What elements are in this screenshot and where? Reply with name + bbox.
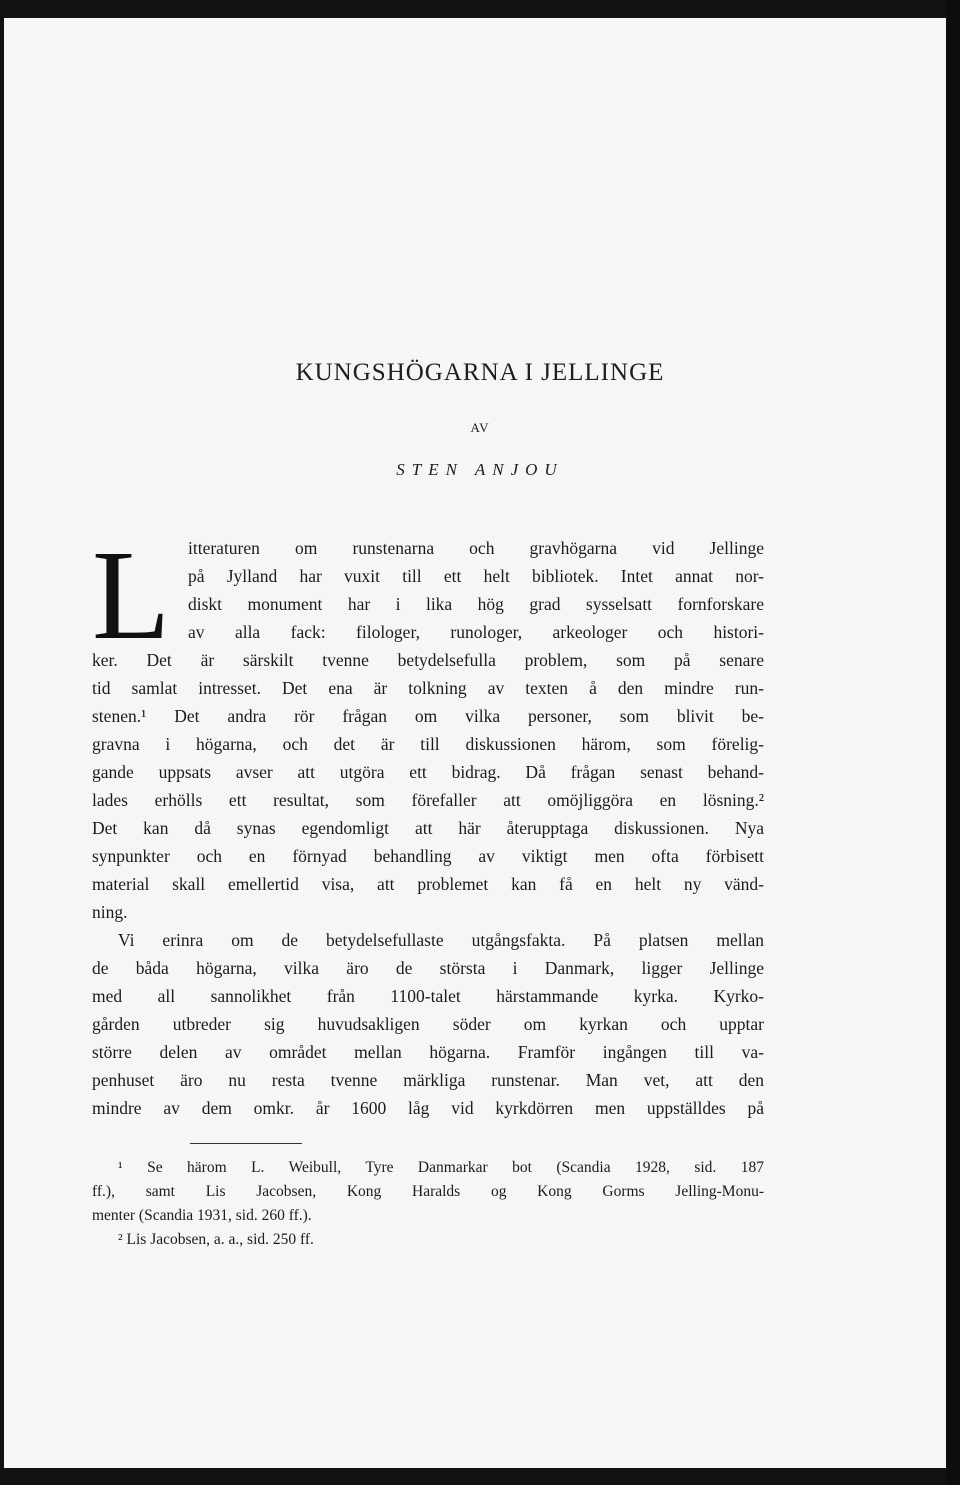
byline: AV: [470, 420, 490, 435]
footnotes: [92, 1156, 764, 1252]
text-line: de båda högarna, vilka äro de största i Danmark, ligger Jellinge: [92, 958, 764, 978]
footnote-line: ¹ Se härom L. Weibull, Tyre Danmarkar bot (Scandia 1928, sid. 187: [118, 1159, 764, 1176]
footnote-line: ² Lis Jacobsen, a. a., sid. 250 ff.: [118, 1231, 314, 1248]
text-line: på Jylland har vuxit till ett helt bibliotek. Intet annat nor-: [188, 566, 764, 586]
text-line: itteraturen om runstenarna och gravhögarna vid Jellinge: [188, 538, 764, 558]
text-line: material skall emellertid visa, att problemet kan få en helt ny vänd-: [92, 874, 764, 894]
scan-edge: [946, 0, 960, 1485]
text-line: med all sannolikhet från 1100-talet härstammande kyrka. Kyrko-: [92, 986, 764, 1006]
footnote-line: ff.), samt Lis Jacobsen, Kong Haralds og Kong Gorms Jelling-Monu-: [92, 1183, 764, 1200]
body-text: [92, 524, 764, 1122]
text-line: Det kan då synas egendomligt att här återupptaga diskussionen. Nya: [92, 818, 764, 838]
text-line: synpunkter och en förnyad behandling av viktigt men ofta förbisett: [92, 846, 764, 866]
text-line: tid samlat intresset. Det ena är tolkning av texten å den mindre run-: [92, 678, 764, 698]
text-line: lades erhölls ett resultat, som förefaller att omöjliggöra en lösning.²: [92, 790, 764, 810]
text-line: större delen av området mellan högarna. Framför ingången till va-: [92, 1042, 764, 1062]
text-line: Vi erinra om de betydelsefullaste utgångsfakta. På platsen mellan: [118, 930, 764, 950]
text-line: ning.: [92, 902, 128, 922]
article-title: KUNGSHÖGARNA I JELLINGE: [295, 359, 665, 386]
author-name: STEN ANJOU: [396, 460, 564, 479]
text-line: gården utbreder sig huvudsakligen söder om kyrkan och upptar: [92, 1014, 764, 1034]
footnote-line: menter (Scandia 1931, sid. 260 ff.).: [92, 1207, 312, 1224]
text-line: av alla fack: filologer, runologer, arkeologer och histori-: [188, 622, 764, 642]
text-line: stenen.¹ Det andra rör frågan om vilka personer, som blivit be-: [92, 706, 764, 726]
text-line: mindre av dem omkr. år 1600 låg vid kyrkdörren men uppställdes på: [92, 1098, 764, 1118]
text-line: diskt monument har i lika hög grad sysselsatt fornforskare: [188, 594, 764, 614]
text-line: gande uppsats avser att utgöra ett bidrag. Då frågan senast behand-: [92, 762, 764, 782]
text-line: gravna i högarna, och det är till diskussionen härom, som förelig-: [92, 734, 764, 754]
footnote-rule: [190, 1143, 302, 1144]
text-line: ker. Det är särskilt tvenne betydelsefulla problem, som på senare: [92, 650, 764, 670]
drop-cap: L: [92, 524, 171, 666]
text-line: penhuset äro nu resta tvenne märkliga runstenar. Man vet, att den: [92, 1070, 764, 1090]
